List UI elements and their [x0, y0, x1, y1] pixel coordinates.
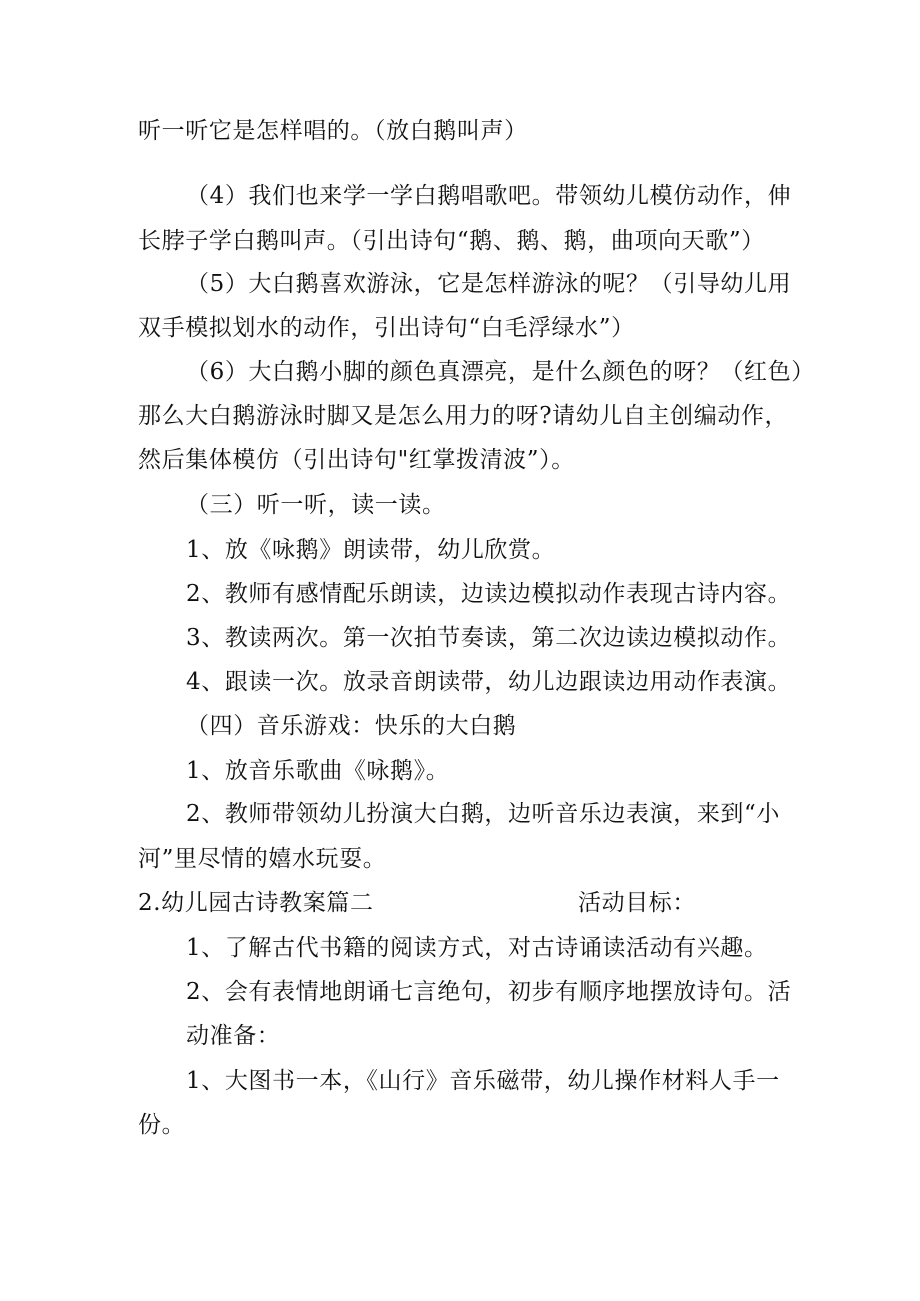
text-line-4: （5）大白鹅喜欢游泳，它是怎样游泳的呢？（引导幼儿用 — [186, 271, 792, 297]
text-line-13: 4、跟读一次。放录音朗读带，幼儿边跟读边用动作表演。 — [186, 669, 792, 695]
text-line-21: 1、大图书一本，《山行》音乐磁带，幼儿操作材料人手一 — [186, 1068, 780, 1094]
text-line-7: 那么大白鹅游泳时脚又是怎么用力的呀?请幼儿自主创编动作， — [138, 403, 789, 429]
text-line-9: （三）听一听，读一读。 — [186, 492, 446, 518]
text-line-10: 1、放《咏鹅》朗读带，幼儿欣赏。 — [186, 537, 556, 563]
text-line-11: 2、教师有感情配乐朗读，边读边模拟动作表现古诗内容。 — [186, 581, 792, 607]
text-line-14: （四）音乐游戏：快乐的大白鹅 — [186, 713, 517, 739]
text-line-20: 动准备： — [186, 1023, 281, 1049]
section-subtitle: 活动目标： — [578, 890, 696, 916]
text-line-17: 河”里尽情的嬉水玩耍。 — [138, 846, 387, 872]
text-line-8: 然后集体模仿（引出诗句"红掌拨清波”）。 — [138, 447, 575, 473]
text-line-2: （4）我们也来学一学白鹅唱歌吧。带领幼儿模仿动作，伸 — [186, 183, 792, 209]
text-line-5: 双手模拟划水的动作，引出诗句“白毛浮绿水”） — [138, 315, 635, 341]
section-title: 2.幼儿园古诗教案篇二 — [138, 890, 374, 916]
section-heading — [138, 888, 696, 918]
text-line-3: 长脖子学白鹅叫声。（引出诗句“鹅、鹅、鹅，曲项向天歌”） — [138, 228, 765, 254]
text-line-18: 1、了解古代书籍的阅读方式，对古诗诵读活动有兴趣。 — [186, 935, 768, 961]
text-line-12: 3、教读两次。第一次拍节奏读，第二次边读边模拟动作。 — [186, 625, 792, 651]
text-line-1: 听一听它是怎样唱的。（放白鹅叫声） — [138, 118, 528, 144]
text-line-16: 2、教师带领幼儿扮演大白鹅，边听音乐边表演，来到“小 — [186, 801, 780, 827]
text-line-15: 1、放音乐歌曲《咏鹅》。 — [186, 758, 450, 784]
text-line-6: （6）大白鹅小脚的颜色真漂亮，是什么颜色的呀？（红色） — [186, 359, 815, 385]
text-line-22: 份。 — [138, 1112, 186, 1138]
text-line-19: 2、会有表情地朗诵七言绝句，初步有顺序地摆放诗句。活 — [186, 979, 792, 1005]
